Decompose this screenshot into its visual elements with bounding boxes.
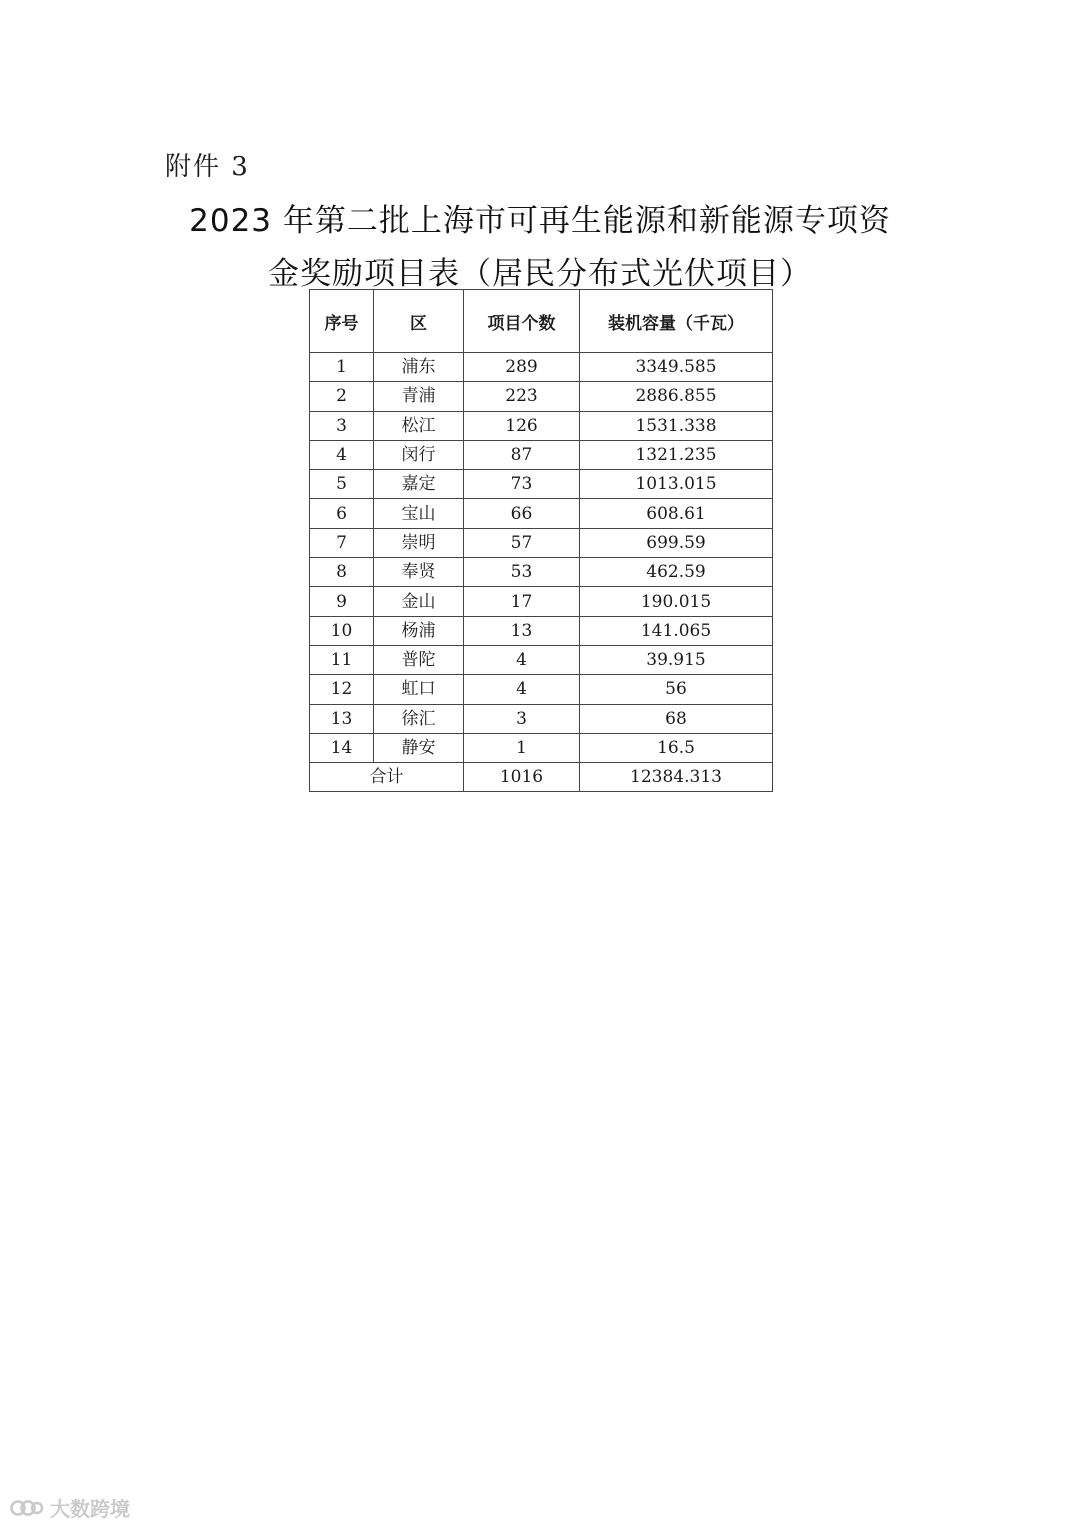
table-row bbox=[310, 558, 773, 587]
table-row bbox=[310, 675, 773, 704]
cell-district: 虹口 bbox=[374, 675, 464, 704]
cell-district: 奉贤 bbox=[374, 558, 464, 587]
cell-capacity: 2886.855 bbox=[580, 382, 773, 411]
cell-district: 宝山 bbox=[374, 499, 464, 528]
cell-capacity: 16.5 bbox=[580, 733, 773, 762]
cell-capacity: 68 bbox=[580, 704, 773, 733]
cell-district: 嘉定 bbox=[374, 470, 464, 499]
table-row bbox=[310, 733, 773, 762]
cell-serial-number: 8 bbox=[310, 558, 374, 587]
cell-serial-number: 4 bbox=[310, 440, 374, 469]
cell-serial-number: 14 bbox=[310, 733, 374, 762]
cell-capacity: 56 bbox=[580, 675, 773, 704]
cell-project-count: 13 bbox=[464, 616, 580, 645]
header-project-count: 项目个数 bbox=[464, 290, 580, 353]
total-label: 合计 bbox=[310, 763, 464, 792]
header-installed-capacity: 装机容量（千瓦） bbox=[580, 290, 773, 353]
cell-capacity: 1321.235 bbox=[580, 440, 773, 469]
document-title-line-1: 2023 年第二批上海市可再生能源和新能源专项资 bbox=[189, 203, 891, 239]
cell-project-count: 289 bbox=[464, 353, 580, 382]
watermark bbox=[10, 1493, 130, 1522]
header-serial-number: 序号 bbox=[310, 290, 374, 353]
cell-project-count: 1 bbox=[464, 733, 580, 762]
cell-district: 金山 bbox=[374, 587, 464, 616]
cell-capacity: 699.59 bbox=[580, 528, 773, 557]
table-row bbox=[310, 616, 773, 645]
cell-capacity: 3349.585 bbox=[580, 353, 773, 382]
table-row bbox=[310, 587, 773, 616]
cell-project-count: 4 bbox=[464, 645, 580, 674]
cell-project-count: 17 bbox=[464, 587, 580, 616]
cell-project-count: 66 bbox=[464, 499, 580, 528]
table-row bbox=[310, 353, 773, 382]
cell-capacity: 1531.338 bbox=[580, 411, 773, 440]
cell-district: 松江 bbox=[374, 411, 464, 440]
cell-district: 徐汇 bbox=[374, 704, 464, 733]
cell-district: 杨浦 bbox=[374, 616, 464, 645]
table-row bbox=[310, 704, 773, 733]
attachment-label: 附件 3 bbox=[165, 152, 250, 182]
cell-district: 崇明 bbox=[374, 528, 464, 557]
cell-serial-number: 10 bbox=[310, 616, 374, 645]
cell-capacity: 39.915 bbox=[580, 645, 773, 674]
table-row bbox=[310, 440, 773, 469]
table-total-row bbox=[310, 763, 773, 792]
cell-capacity: 608.61 bbox=[580, 499, 773, 528]
table-row bbox=[310, 499, 773, 528]
cell-serial-number: 9 bbox=[310, 587, 374, 616]
cell-project-count: 223 bbox=[464, 382, 580, 411]
cell-serial-number: 13 bbox=[310, 704, 374, 733]
table-row bbox=[310, 470, 773, 499]
watermark-text: 大数跨境 bbox=[50, 1497, 130, 1521]
cell-project-count: 4 bbox=[464, 675, 580, 704]
cell-district: 浦东 bbox=[374, 353, 464, 382]
cell-district: 青浦 bbox=[374, 382, 464, 411]
cell-capacity: 190.015 bbox=[580, 587, 773, 616]
cell-serial-number: 2 bbox=[310, 382, 374, 411]
total-project-count: 1016 bbox=[464, 763, 580, 792]
cell-project-count: 73 bbox=[464, 470, 580, 499]
table-row bbox=[310, 528, 773, 557]
table-row bbox=[310, 382, 773, 411]
document-title-line-2: 金奖励项目表（居民分布式光伏项目） bbox=[268, 256, 812, 292]
table-header-row bbox=[310, 290, 773, 353]
total-capacity: 12384.313 bbox=[580, 763, 773, 792]
cell-serial-number: 5 bbox=[310, 470, 374, 499]
cell-district: 普陀 bbox=[374, 645, 464, 674]
cell-capacity: 462.59 bbox=[580, 558, 773, 587]
cell-project-count: 3 bbox=[464, 704, 580, 733]
cell-serial-number: 3 bbox=[310, 411, 374, 440]
cell-project-count: 87 bbox=[464, 440, 580, 469]
table-row bbox=[310, 411, 773, 440]
award-projects-table bbox=[309, 289, 773, 792]
brand-logo-icon bbox=[10, 1497, 44, 1519]
cell-project-count: 57 bbox=[464, 528, 580, 557]
cell-serial-number: 7 bbox=[310, 528, 374, 557]
cell-serial-number: 1 bbox=[310, 353, 374, 382]
cell-serial-number: 6 bbox=[310, 499, 374, 528]
cell-serial-number: 11 bbox=[310, 645, 374, 674]
cell-district: 静安 bbox=[374, 733, 464, 762]
header-district: 区 bbox=[374, 290, 464, 353]
cell-project-count: 126 bbox=[464, 411, 580, 440]
cell-capacity: 141.065 bbox=[580, 616, 773, 645]
cell-project-count: 53 bbox=[464, 558, 580, 587]
cell-capacity: 1013.015 bbox=[580, 470, 773, 499]
table-row bbox=[310, 645, 773, 674]
cell-serial-number: 12 bbox=[310, 675, 374, 704]
cell-district: 闵行 bbox=[374, 440, 464, 469]
